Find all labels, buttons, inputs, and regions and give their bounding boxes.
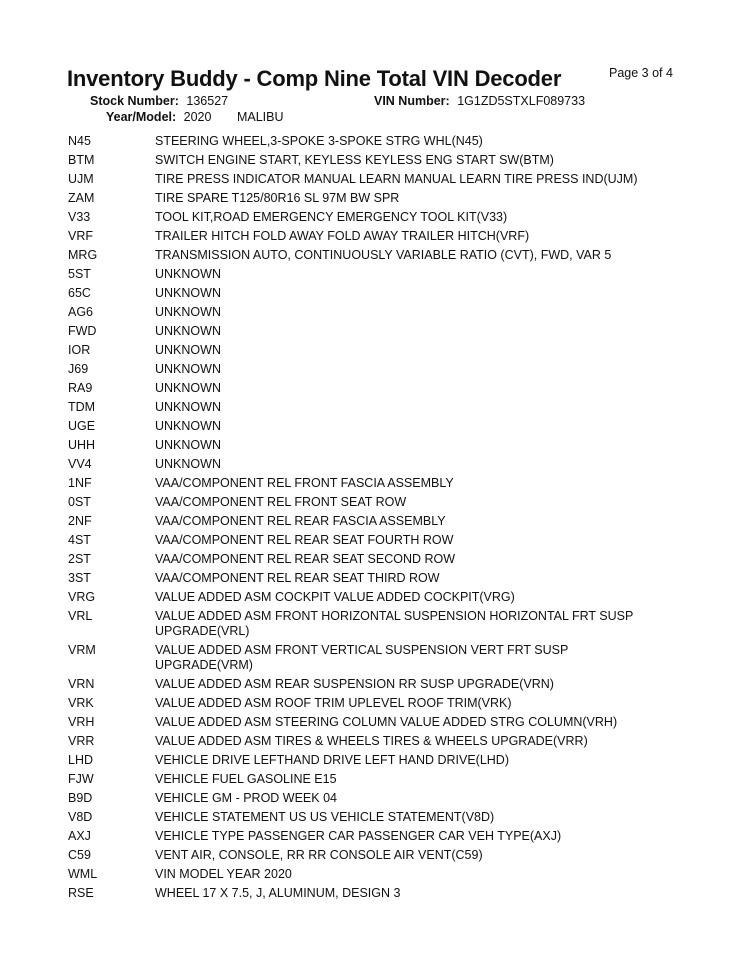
option-code: UJM: [68, 172, 94, 186]
year-model: [106, 110, 284, 124]
option-row: [68, 474, 708, 493]
option-row: [68, 265, 708, 284]
option-row: [68, 341, 708, 360]
option-description: VEHICLE FUEL GASOLINE E15: [155, 772, 337, 786]
vin-number-label: VIN Number:: [374, 94, 450, 108]
option-row: [68, 151, 708, 170]
vin-number: [374, 94, 585, 108]
option-code: BTM: [68, 153, 95, 167]
option-description: VAA/COMPONENT REL FRONT FASCIA ASSEMBLY: [155, 476, 454, 490]
document-title: Inventory Buddy - Comp Nine Total VIN Decoder: [67, 66, 562, 91]
option-row: [68, 846, 708, 865]
option-description: TOOL KIT,ROAD EMERGENCY EMERGENCY TOOL KIT(V33): [155, 210, 508, 224]
option-description: VEHICLE TYPE PASSENGER CAR PASSENGER CAR VEH TYPE(AXJ): [155, 829, 562, 843]
option-code: FWD: [68, 324, 97, 338]
option-row: [68, 360, 708, 379]
option-row: [68, 436, 708, 455]
option-row: [68, 550, 708, 569]
option-code: 3ST: [68, 571, 91, 585]
option-code: J69: [68, 362, 89, 376]
option-description: WHEEL 17 X 7.5, J, ALUMINUM, DESIGN 3: [155, 886, 401, 900]
option-code: WML: [68, 867, 98, 881]
option-code: 5ST: [68, 267, 91, 281]
option-row: [68, 246, 708, 265]
option-code: 2ST: [68, 552, 91, 566]
option-row: [68, 770, 708, 789]
option-code: 0ST: [68, 495, 91, 509]
option-code: VRH: [68, 715, 95, 729]
option-code: FJW: [68, 772, 94, 786]
option-description: VIN MODEL YEAR 2020: [155, 867, 292, 881]
option-row: [68, 808, 708, 827]
vin-number-value: 1G1ZD5STXLF089733: [457, 94, 586, 108]
option-code: RSE: [68, 886, 94, 900]
year-value: 2020: [183, 110, 212, 124]
option-description: UNKNOWN: [155, 457, 221, 471]
option-code: VV4: [68, 457, 92, 471]
page-number: Page 3 of 4: [609, 66, 673, 80]
option-code-list: [68, 132, 708, 903]
option-row: [68, 512, 708, 531]
option-description: VEHICLE DRIVE LEFTHAND DRIVE LEFT HAND DRIVE(LHD): [155, 753, 509, 767]
model-value: MALIBU: [236, 110, 284, 124]
option-code: VRN: [68, 677, 95, 691]
option-row: [68, 607, 708, 641]
option-row: [68, 531, 708, 550]
option-description: VEHICLE GM - PROD WEEK 04: [155, 791, 337, 805]
option-row: [68, 865, 708, 884]
option-description: VALUE ADDED ASM STEERING COLUMN VALUE ADDED STRG COLUMN(VRH): [155, 715, 618, 729]
option-code: N45: [68, 134, 91, 148]
option-row: [68, 641, 708, 675]
option-code: 4ST: [68, 533, 91, 547]
option-code: VRG: [68, 590, 96, 604]
option-code: VRR: [68, 734, 95, 748]
option-description: UNKNOWN: [155, 419, 221, 433]
option-code: ZAM: [68, 191, 95, 205]
option-code: V8D: [68, 810, 93, 824]
option-row: [68, 827, 708, 846]
option-description: TIRE SPARE T125/80R16 SL 97M BW SPR: [155, 191, 400, 205]
option-description: VEHICLE STATEMENT US US VEHICLE STATEMENT(V8D): [155, 810, 495, 824]
option-description: SWITCH ENGINE START, KEYLESS KEYLESS ENG START SW(BTM): [155, 153, 554, 167]
option-row: [68, 170, 708, 189]
option-row: [68, 417, 708, 436]
option-code: IOR: [68, 343, 91, 357]
option-row: [68, 789, 708, 808]
option-code: UGE: [68, 419, 96, 433]
option-row: [68, 398, 708, 417]
option-row: [68, 208, 708, 227]
option-description: TRAILER HITCH FOLD AWAY FOLD AWAY TRAILER HITCH(VRF): [155, 229, 530, 243]
option-code: VRK: [68, 696, 94, 710]
option-code: UHH: [68, 438, 96, 452]
stock-number-value: 136527: [186, 94, 229, 108]
option-description: VAA/COMPONENT REL REAR FASCIA ASSEMBLY: [155, 514, 446, 528]
option-code: TDM: [68, 400, 96, 414]
option-description: UNKNOWN: [155, 343, 221, 357]
option-description: VAA/COMPONENT REL REAR SEAT SECOND ROW: [155, 552, 456, 566]
option-row: [68, 751, 708, 770]
option-row: [68, 227, 708, 246]
option-description: VAA/COMPONENT REL FRONT SEAT ROW: [155, 495, 407, 509]
option-code: 65C: [68, 286, 91, 300]
option-row: [68, 675, 708, 694]
option-code: AXJ: [68, 829, 91, 843]
option-code: 1NF: [68, 476, 92, 490]
option-row: [68, 732, 708, 751]
option-description: VAA/COMPONENT REL REAR SEAT FOURTH ROW: [155, 533, 454, 547]
option-description: UNKNOWN: [155, 305, 221, 319]
option-description: UNKNOWN: [155, 286, 221, 300]
option-description: VALUE ADDED ASM COCKPIT VALUE ADDED COCKPIT(VRG): [155, 590, 515, 604]
option-code: MRG: [68, 248, 98, 262]
option-description: TRANSMISSION AUTO, CONTINUOUSLY VARIABLE RATIO (CVT), FWD, VAR 5: [155, 248, 612, 262]
option-description: UNKNOWN: [155, 267, 221, 281]
year-model-label: Year/Model:: [106, 110, 177, 124]
stock-number: [90, 94, 228, 108]
option-description: VAA/COMPONENT REL REAR SEAT THIRD ROW: [155, 571, 440, 585]
option-description: TIRE PRESS INDICATOR MANUAL LEARN MANUAL LEARN TIRE PRESS IND(UJM): [155, 172, 638, 186]
option-description: UNKNOWN: [155, 362, 221, 376]
option-row: [68, 322, 708, 341]
option-row: [68, 455, 708, 474]
option-code: AG6: [68, 305, 94, 319]
option-code: V33: [68, 210, 91, 224]
option-row: [68, 189, 708, 208]
option-code: C59: [68, 848, 91, 862]
option-code: B9D: [68, 791, 93, 805]
option-description: VALUE ADDED ASM TIRES & WHEELS TIRES & WHEELS UPGRADE(VRR): [155, 734, 588, 748]
option-row: [68, 588, 708, 607]
option-description: UNKNOWN: [155, 324, 221, 338]
option-row: [68, 884, 708, 903]
option-description: VALUE ADDED ASM FRONT HORIZONTAL SUSPENSION HORIZONTAL FRT SUSP UPGRADE(VRL): [155, 609, 634, 638]
option-row: [68, 493, 708, 512]
option-row: [68, 713, 708, 732]
option-code: VRF: [68, 229, 93, 243]
option-row: [68, 569, 708, 588]
option-description: VALUE ADDED ASM FRONT VERTICAL SUSPENSION VERT FRT SUSP UPGRADE(VRM): [155, 643, 569, 672]
option-row: [68, 132, 708, 151]
option-description: VALUE ADDED ASM ROOF TRIM UPLEVEL ROOF TRIM(VRK): [155, 696, 512, 710]
option-description: UNKNOWN: [155, 400, 221, 414]
option-row: [68, 284, 708, 303]
option-row: [68, 694, 708, 713]
option-code: VRM: [68, 643, 96, 657]
option-code: RA9: [68, 381, 93, 395]
option-row: [68, 303, 708, 322]
option-description: UNKNOWN: [155, 438, 221, 452]
option-code: LHD: [68, 753, 94, 767]
option-description: STEERING WHEEL,3-SPOKE 3-SPOKE STRG WHL(N45): [155, 134, 483, 148]
option-description: VENT AIR, CONSOLE, RR RR CONSOLE AIR VENT(C59): [155, 848, 483, 862]
option-code: 2NF: [68, 514, 92, 528]
option-description: VALUE ADDED ASM REAR SUSPENSION RR SUSP UPGRADE(VRN): [155, 677, 554, 691]
option-row: [68, 379, 708, 398]
stock-number-label: Stock Number:: [90, 94, 179, 108]
option-description: UNKNOWN: [155, 381, 221, 395]
option-code: VRL: [68, 609, 93, 623]
